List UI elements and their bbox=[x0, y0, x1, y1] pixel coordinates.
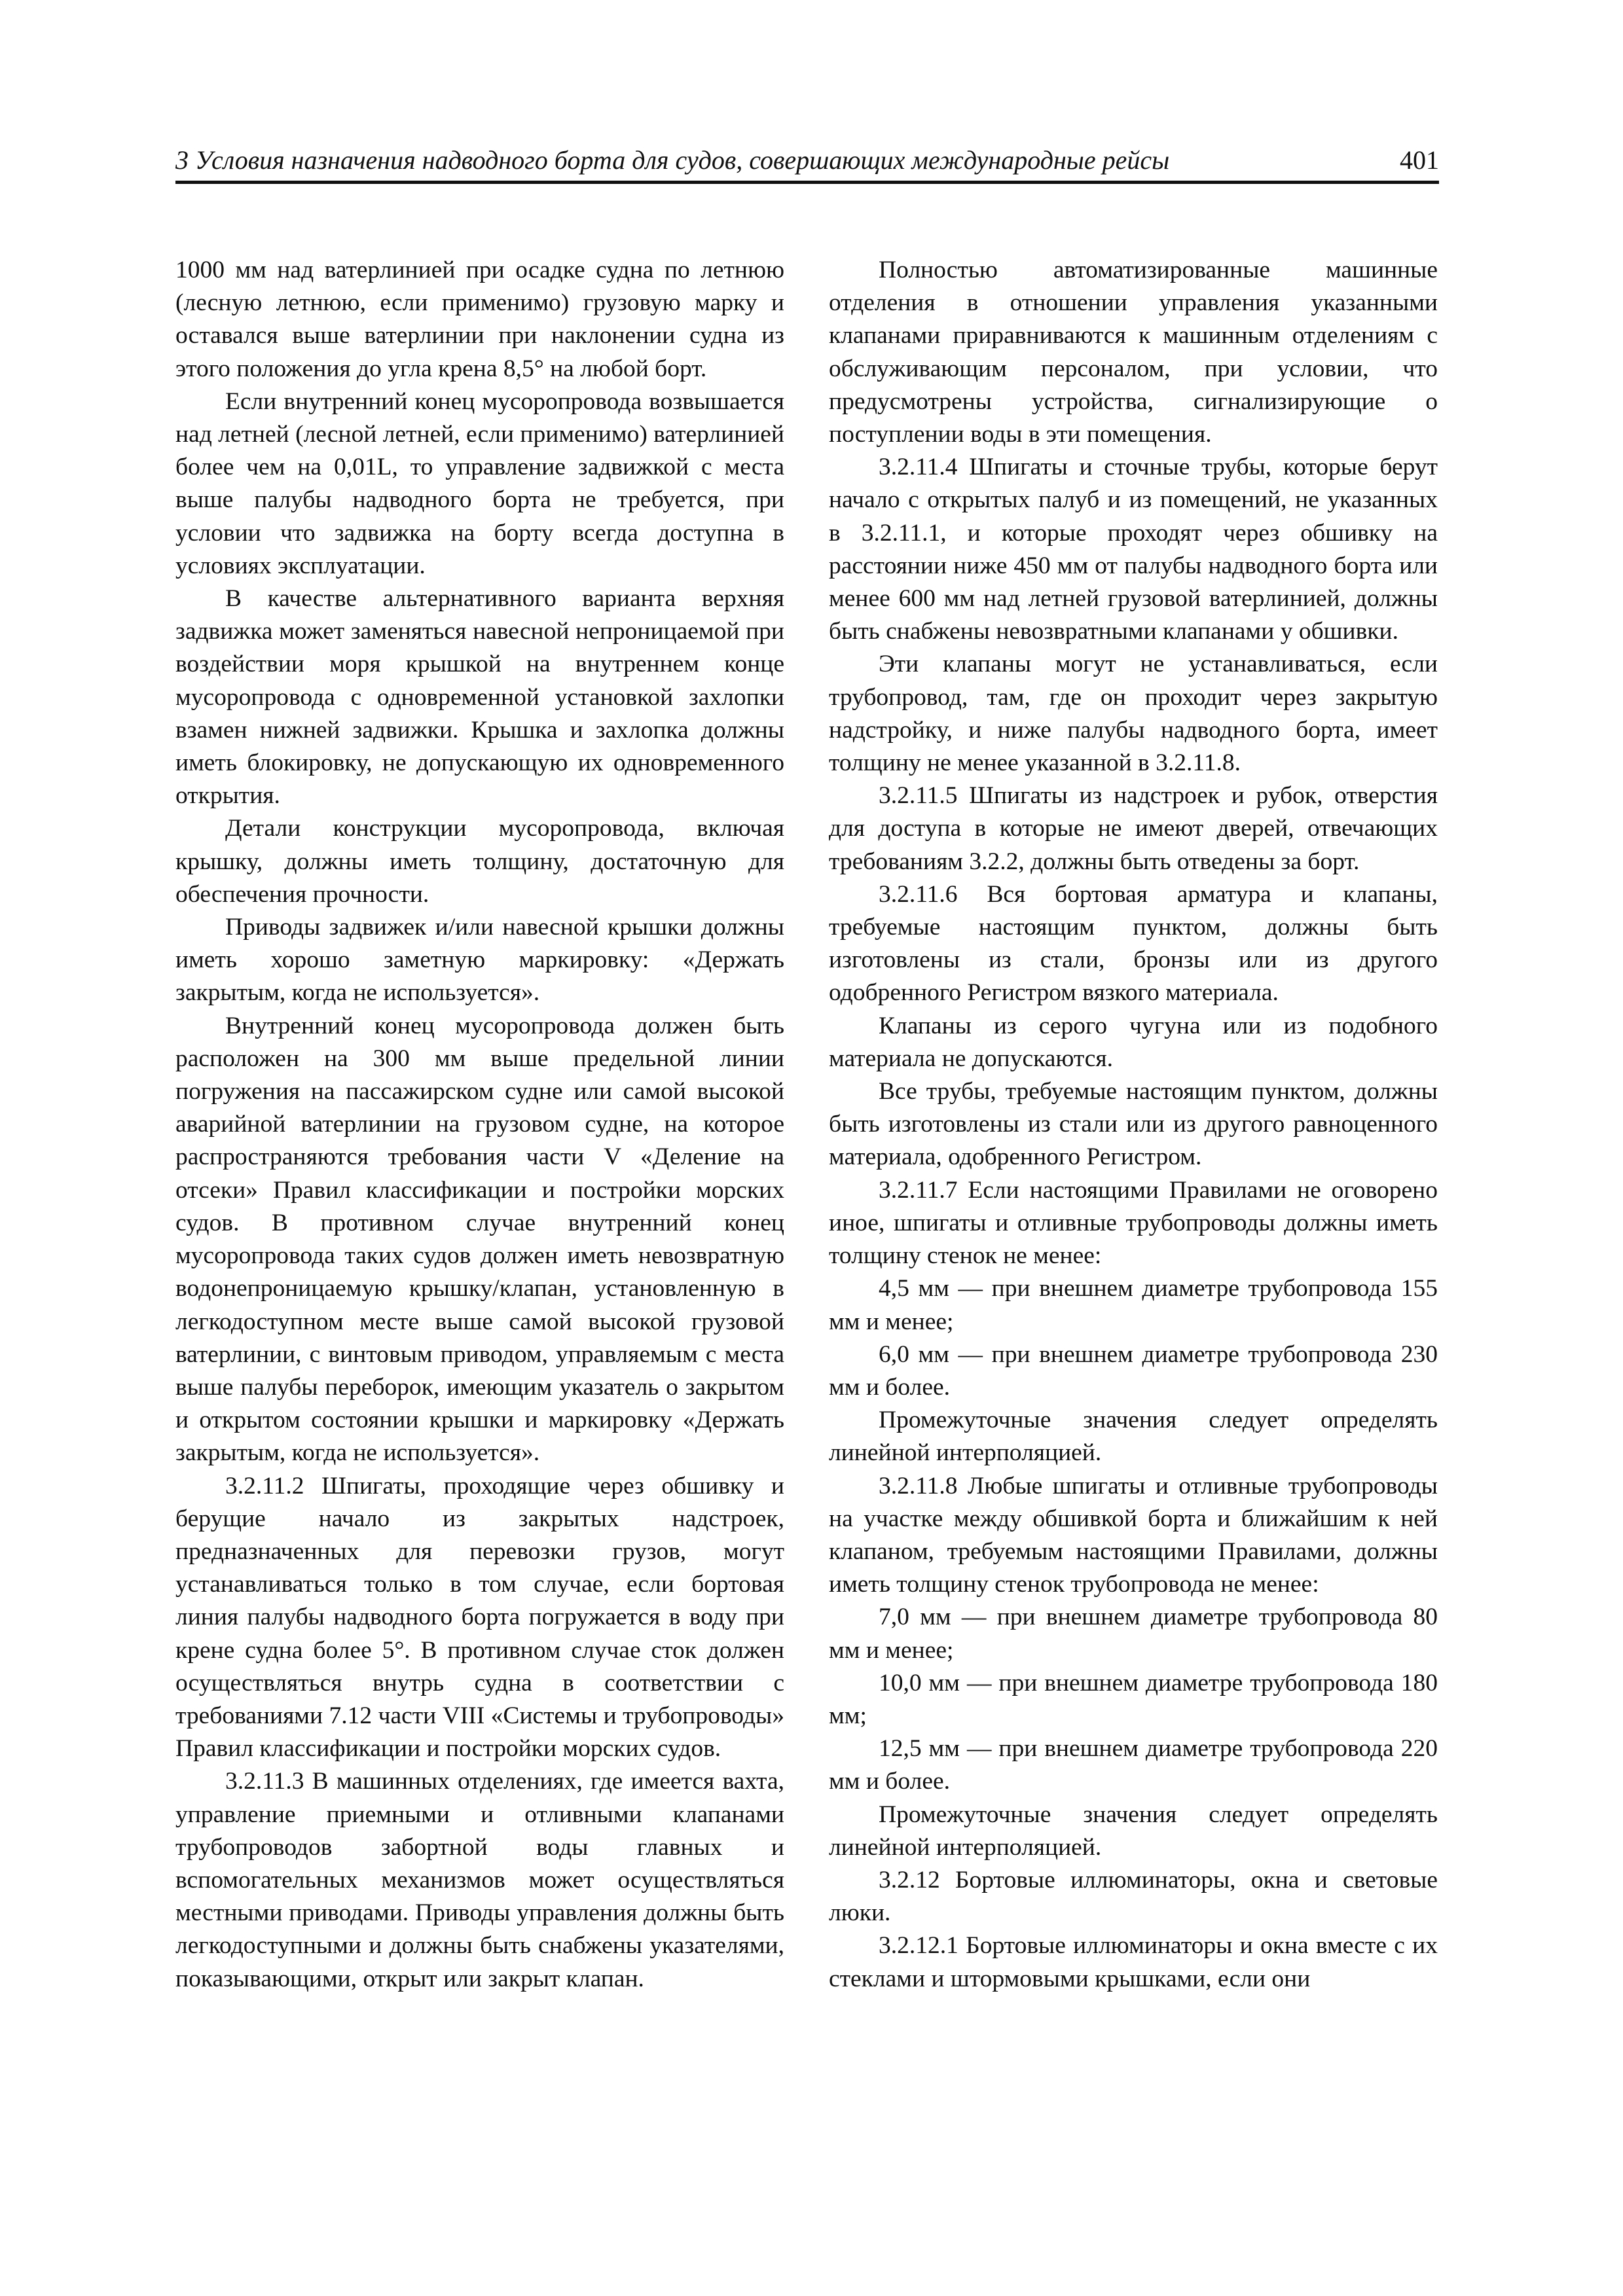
running-header bbox=[175, 143, 1439, 184]
clause-3-2-11-2: 3.2.11.2 Шпигаты, проходящие через обшивку и берущие начало из закрытых надстроек, предназначенных для перевозки грузов, могут устанавливаться только в том случае, если бортовая линия палубы надводного борта погружается в воду при крене судна более 5°. В противном случае сток должен осуществляться внутрь судна в соответствии с требованиями 7.12 части VIII «Системы и трубопроводы» Правил классификации и постройки морских судов. bbox=[175, 1472, 784, 1763]
clause-3-2-11-7: 3.2.11.7 Если настоящими Правилами не оговорено иное, шпигаты и отливные трубопроводы должны иметь толщину стенок не менее: bbox=[829, 1176, 1438, 1270]
clause-3-2-11-4: 3.2.11.4 Шпигаты и сточные трубы, которые берут начало с открытых палуб и из помещений, не указанных в 3.2.11.1, и которые проходят через обшивку на расстоянии ниже 450 мм от палубы надводного борта или менее 600 мм над летней грузовой ватерлинией, должны быть снабжены невозвратными клапанами у обшивки. bbox=[829, 454, 1438, 645]
paragraph: В качестве альтернативного варианта верхняя задвижка может заменяться навесной непроницаемой при воздействии моря крышкой на внутреннем конце мусоропровода с одновременной установкой захлопки взамен нижней задвижки. Крышка и захлопка должны иметь блокировку, не допускающую их одновременного открытия. bbox=[175, 585, 784, 810]
clause-3-2-11-6: 3.2.11.6 Вся бортовая арматура и клапаны, требуемые настоящим пунктом, должны быть изготовлены из стали, бронзы или из другого одобренного Регистром вязкого материала. bbox=[829, 880, 1438, 1007]
paragraph: Промежуточные значения следует определять линейной интерполяцией. bbox=[829, 1801, 1438, 1861]
paragraph: Детали конструкции мусоропровода, включая крышку, должны иметь толщину, достаточную для обеспечения прочности. bbox=[175, 815, 784, 908]
paragraph: Внутренний конец мусоропровода должен быть расположен на 300 мм выше предельной линии погружения на пассажирском судне или самой высокой аварийной ватерлинии на грузовом судне, на которое распространяются требования части V «Деление на отсеки» Правил классификации и постройки морских судов. В противном случае внутренний конец мусоропровода таких судов должен иметь невозвратную водонепроницаемую крышку/клапан, установленную в легкодоступном месте выше самой высокой грузовой ватерлинии, с винтовым приводом, управляемым с места выше палубы переборок, имеющим указатель о закрытом и открытом состоянии крышки и маркировку «Держать закрытым, когда не используется». bbox=[175, 1012, 784, 1467]
list-item: 10,0 мм — при внешнем диаметре трубопровода 180 мм; bbox=[829, 1669, 1438, 1729]
paragraph: Если внутренний конец мусоропровода возвышается над летней (лесной летней, если применимо) ватерлинией более чем на 0,01L, то управление задвижкой с места выше палубы надводного борта не требуется, при условии что задвижка на борту всегда доступна в условиях эксплуатации. bbox=[175, 387, 784, 579]
paragraph: Клапаны из серого чугуна или из подобного материала не допускаются. bbox=[829, 1012, 1438, 1072]
page-number: 401 bbox=[1400, 145, 1439, 175]
paragraph: Полностью автоматизированные машинные отделения в отношении управления указанными клапанами приравниваются к машинным отделениям с обслуживающим персоналом, при условии, что предусмотрены устройства, сигнализирующие о поступлении воды в эти помещения. bbox=[829, 257, 1438, 448]
paragraph: 1000 мм над ватерлинией при осадке судна по летнюю (лесную летнюю, если применимо) грузовую марку и оставался выше ватерлинии при наклонении судна из этого положения до угла крена 8,5° на любой борт. bbox=[175, 257, 784, 382]
paragraph: Все трубы, требуемые настоящим пунктом, должны быть изготовлены из стали или из другого равноценного материала, одобренного Регистром. bbox=[829, 1078, 1438, 1171]
clause-3-2-11-3: 3.2.11.3 В машинных отделениях, где имеется вахта, управление приемными и отливными клапанами трубопроводов забортной воды главных и вспомогательных механизмов может осуществляться местными приводами. Приводы управления должны быть легкодоступными и должны быть снабжены указателями, показывающими, открыт или закрыт клапан. bbox=[175, 1768, 784, 1992]
clause-3-2-12-1: 3.2.12.1 Бортовые иллюминаторы и окна вместе с их стеклами и штормовыми крышками, если они bbox=[829, 1932, 1438, 1992]
paragraph: Приводы задвижек и/или навесной крышки должны иметь хорошо заметную маркировку: «Держать закрытым, когда не используется». bbox=[175, 914, 784, 1007]
left-column bbox=[175, 254, 784, 1996]
list-item: 7,0 мм — при внешнем диаметре трубопровода 80 мм и менее; bbox=[829, 1604, 1438, 1664]
section-heading-3-2-12: 3.2.12 Бортовые иллюминаторы, окна и световые люки. bbox=[829, 1866, 1438, 1927]
list-item: 6,0 мм — при внешнем диаметре трубопровода 230 мм и более. bbox=[829, 1340, 1438, 1401]
paragraph: Промежуточные значения следует определять линейной интерполяцией. bbox=[829, 1407, 1438, 1467]
list-item: 4,5 мм — при внешнем диаметре трубопровода 155 мм и менее; bbox=[829, 1275, 1438, 1335]
clause-3-2-11-8: 3.2.11.8 Любые шпигаты и отливные трубопроводы на участке между обшивкой борта и ближайшим к ней клапаном, требуемым настоящими Правилами, должны иметь толщину стенок трубопровода не менее: bbox=[829, 1472, 1438, 1598]
clause-3-2-11-5: 3.2.11.5 Шпигаты из надстроек и рубок, отверстия для доступа в которые не имеют дверей, отвечающих требованиям 3.2.2, должны быть отведены за борт. bbox=[829, 782, 1438, 875]
running-header-title: 3 Условия назначения надводного борта для судов, совершающих международные рейсы bbox=[175, 145, 1170, 175]
right-column bbox=[829, 254, 1438, 1996]
list-item: 12,5 мм — при внешнем диаметре трубопровода 220 мм и более. bbox=[829, 1735, 1438, 1795]
paragraph: Эти клапаны могут не устанавливаться, если трубопровод, там, где он проходит через закрытую надстройку, и ниже палубы надводного борта, имеет толщину не менее указанной в 3.2.11.8. bbox=[829, 651, 1438, 777]
